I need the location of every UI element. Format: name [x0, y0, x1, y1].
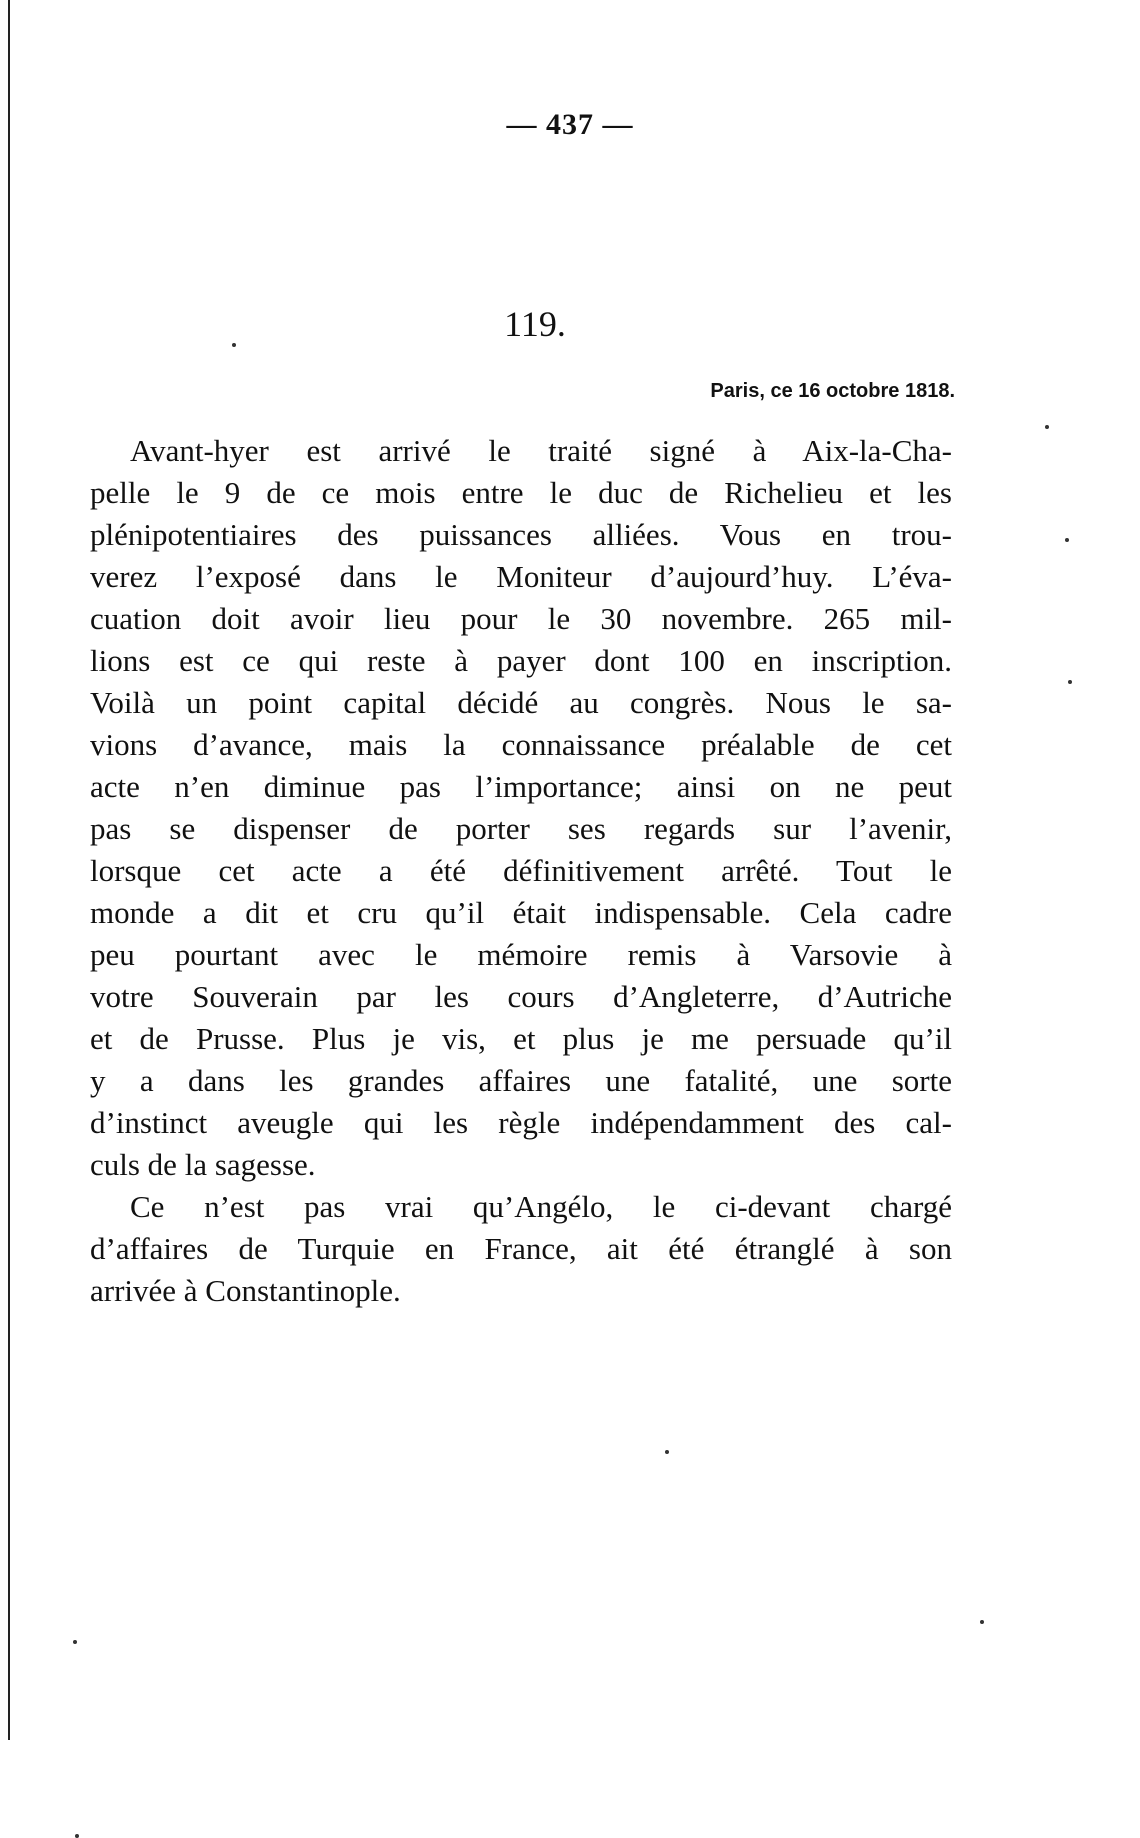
text-line: y a dans les grandes affaires une fatalité, une sorte — [90, 1063, 952, 1098]
text-line: et de Prusse. Plus je vis, et plus je me persuade qu’il — [90, 1021, 952, 1056]
text-line: lorsque cet acte a été définitivement arrêté. Tout le — [90, 853, 952, 888]
text-line: lions est ce qui reste à payer dont 100 en inscription. — [90, 643, 952, 678]
text-line: d’affaires de Turquie en France, ait été étranglé à son — [90, 1231, 952, 1266]
paragraph-2 — [90, 1186, 952, 1312]
text-line: arrivée à Constantinople. — [90, 1273, 401, 1308]
text-line: pelle le 9 de ce mois entre le duc de Richelieu et les — [90, 475, 952, 510]
text-line: verez l’exposé dans le Moniteur d’aujourd’huy. L’éva- — [90, 559, 952, 594]
text-line: vions d’avance, mais la connaissance préalable de cet — [90, 727, 952, 762]
text-line: peu pourtant avec le mémoire remis à Varsovie à — [90, 937, 952, 972]
scan-speck — [232, 343, 236, 347]
text-line: pas se dispenser de porter ses regards sur l’avenir, — [90, 811, 952, 846]
scan-speck — [75, 1834, 79, 1838]
scan-speck — [73, 1640, 77, 1644]
text-line: monde a dit et cru qu’il était indispensable. Cela cadre — [90, 895, 952, 930]
text-line: Avant-hyer est arrivé le traité signé à Aix-la-Cha- — [130, 433, 952, 468]
text-line: d’instinct aveugle qui les règle indépendamment des cal- — [90, 1105, 952, 1140]
text-line: culs de la sagesse. — [90, 1147, 316, 1182]
letter-body — [90, 430, 952, 1312]
scan-speck — [1068, 680, 1072, 684]
scan-speck — [1065, 538, 1069, 542]
scan-speck — [1045, 425, 1049, 429]
text-line: Voilà un point capital décidé au congrès. Nous le sa- — [90, 685, 952, 720]
scan-speck — [980, 1620, 984, 1624]
scan-speck — [665, 1450, 669, 1454]
letter-number: 119. — [504, 304, 566, 344]
page-number: — 437 — — [506, 108, 634, 141]
paragraph-1 — [90, 430, 952, 1186]
text-line: cuation doit avoir lieu pour le 30 novembre. 265 mil- — [90, 601, 952, 636]
text-line: plénipotentiaires des puissances alliées. Vous en trou- — [90, 517, 952, 552]
text-line: Ce n’est pas vrai qu’Angélo, le ci-devant chargé — [130, 1189, 952, 1224]
dateline: Paris, ce 16 octobre 1818. — [710, 380, 955, 402]
text-line: votre Souverain par les cours d’Angleterre, d’Autriche — [90, 979, 952, 1014]
text-line: acte n’en diminue pas l’importance; ainsi on ne peut — [90, 769, 952, 804]
binding-edge — [8, 0, 10, 1740]
